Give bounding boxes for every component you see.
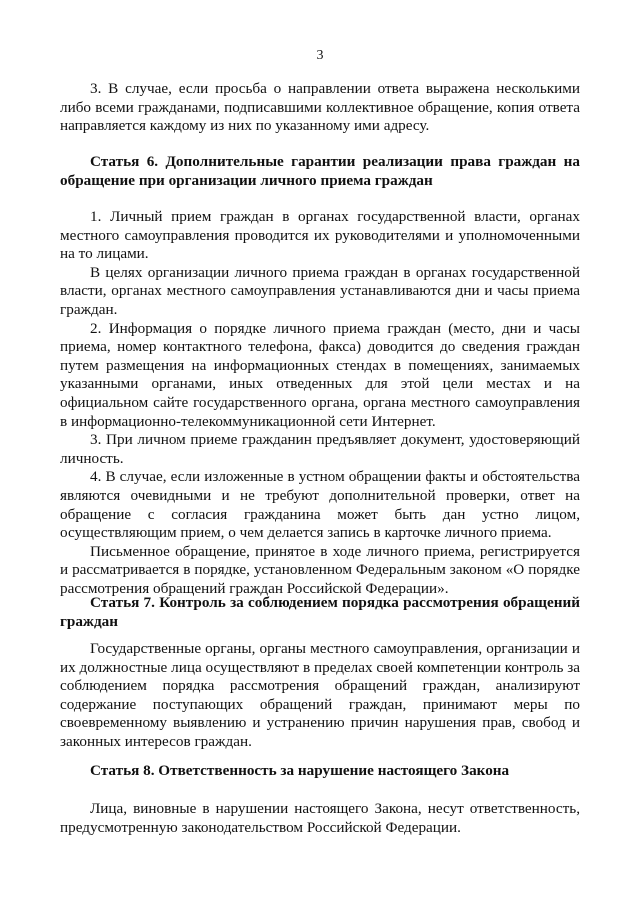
article-8-paragraph-1: Лица, виновные в нарушении настоящего Закона, несут ответственность, предусмотренную законодательством Российской Федерации. <box>60 800 580 836</box>
article-6-paragraph-4: 3. При личном приеме гражданин предъявляет документ, удостоверяющий личность. <box>60 431 580 467</box>
article-6-paragraph-2: В целях организации личного приема граждан в органах государственной власти, органах местного самоуправления устанавливаются дни и часы приема граждан. <box>60 263 580 318</box>
article-heading: Статья 6. Дополнительные гарантии реализации права граждан на обращение при организации личного приема граждан <box>60 153 580 189</box>
article-6-body <box>60 208 580 598</box>
page-number: 3 <box>316 48 324 63</box>
paragraph-collective-response <box>60 80 580 136</box>
article-6-paragraph-3: 2. Информация о порядке личного приема граждан (место, дни и часы приема, номер контактного телефона, факса) доводится до сведения граждан путем размещения на информационных стендах в помещениях, занимаемых указанными органами, иных отведенных для этой цели местах и на официальном сайте государственного органа, органа местного самоуправления в информационно-телекоммуникационной сети Интернет. <box>60 319 580 430</box>
article-6-paragraph-1: 1. Личный прием граждан в органах государственной власти, органах местного самоуправления проводится их руководителями и уполномоченными на то лицами. <box>60 208 580 263</box>
article-8-title <box>60 762 580 781</box>
paragraph-text: 3. В случае, если просьба о направлении ответа выражена несколькими либо всеми гражданами, подписавшими коллективное обращение, копия ответа направляется каждому из них по указанному ими адресу. <box>60 80 580 135</box>
article-8-body <box>60 800 580 837</box>
article-6-title <box>60 153 580 190</box>
article-heading: Статья 8. Ответственность за нарушение настоящего Закона <box>90 762 510 779</box>
article-7-title <box>60 594 580 631</box>
article-7-body <box>60 640 580 752</box>
article-7-paragraph-1: Государственные органы, органы местного самоуправления, организации и их должностные лица осуществляют в пределах своей компетенции контроль за соблюдением порядка рассмотрения обращений граждан, анализируют содержание поступающих обращений граждан, принимают меры по своевременному выявлению и устранению причин нарушения прав, свобод и законных интересов граждан. <box>60 640 580 750</box>
article-heading: Статья 7. Контроль за соблюдением порядка рассмотрения обращений граждан <box>60 594 580 630</box>
article-6-paragraph-6: Письменное обращение, принятое в ходе личного приема, регистрируется и рассматривается в порядке, установленном Федеральным законом «О порядке рассмотрения обращений граждан Российской Федерации». <box>60 542 580 597</box>
article-6-paragraph-5: 4. В случае, если изложенные в устном обращении факты и обстоятельства являются очевидными и не требуют дополнительной проверки, ответ на обращение с согласия гражданина может быть дан устно лицом, осуществляющим прием, о чем делается запись в карточке личного приема. <box>60 468 580 542</box>
